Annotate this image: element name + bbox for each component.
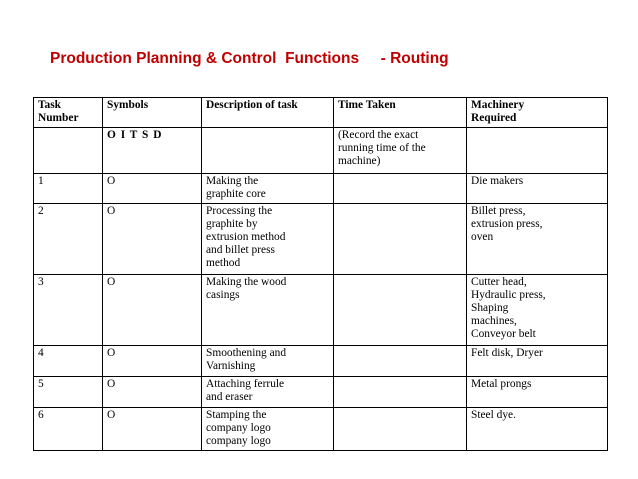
task-number-cell: 3: [34, 275, 103, 346]
time-cell: [334, 377, 467, 408]
table-row: [34, 377, 608, 408]
symbol-cell: O: [103, 346, 202, 377]
subheader-task-cell: [34, 128, 103, 174]
time-cell: [334, 174, 467, 204]
task-number-cell: 6: [34, 408, 103, 451]
subheader-time-cell: (Record the exact running time of the machine): [334, 128, 467, 174]
machinery-cell: Felt disk, Dryer: [467, 346, 608, 377]
table-row: [34, 346, 608, 377]
subheader-machinery-cell: [467, 128, 608, 174]
task-number-cell: 2: [34, 204, 103, 275]
machinery-cell: Cutter head, Hydraulic press, Shaping machines, Conveyor belt: [467, 275, 608, 346]
description-cell: Attaching ferrule and eraser: [202, 377, 334, 408]
description-cell: Making the wood casings: [202, 275, 334, 346]
header-symbols: Symbols: [103, 98, 202, 128]
description-cell: Stamping the company logo company logo: [202, 408, 334, 451]
description-cell: Making the graphite core: [202, 174, 334, 204]
subheader-description-cell: [202, 128, 334, 174]
time-cell: [334, 408, 467, 451]
description-cell: Processing the graphite by extrusion method and billet press method: [202, 204, 334, 275]
table-row: [34, 204, 608, 275]
routing-table: [33, 97, 608, 451]
table-row: [34, 408, 608, 451]
task-number-cell: 5: [34, 377, 103, 408]
table-subheader-row: [34, 128, 608, 174]
machinery-cell: Die makers: [467, 174, 608, 204]
symbol-cell: O: [103, 204, 202, 275]
symbol-cell: O: [103, 275, 202, 346]
table-header-row: [34, 98, 608, 128]
machinery-cell: Metal prongs: [467, 377, 608, 408]
header-description: Description of task: [202, 98, 334, 128]
table-row: [34, 275, 608, 346]
symbol-cell: O: [103, 408, 202, 451]
symbol-cell: O: [103, 377, 202, 408]
table-row: [34, 174, 608, 204]
subheader-symbols-cell: O I T S D: [103, 128, 202, 174]
header-task-number: Task Number: [34, 98, 103, 128]
symbol-cell: O: [103, 174, 202, 204]
task-number-cell: 4: [34, 346, 103, 377]
time-cell: [334, 275, 467, 346]
time-cell: [334, 346, 467, 377]
machinery-cell: Steel dye.: [467, 408, 608, 451]
task-number-cell: 1: [34, 174, 103, 204]
machinery-cell: Billet press, extrusion press, oven: [467, 204, 608, 275]
slide-title: Production Planning & Control Functions - Routing: [50, 50, 449, 67]
time-cell: [334, 204, 467, 275]
header-machinery: Machinery Required: [467, 98, 608, 128]
header-time-taken: Time Taken: [334, 98, 467, 128]
description-cell: Smoothening and Varnishing: [202, 346, 334, 377]
